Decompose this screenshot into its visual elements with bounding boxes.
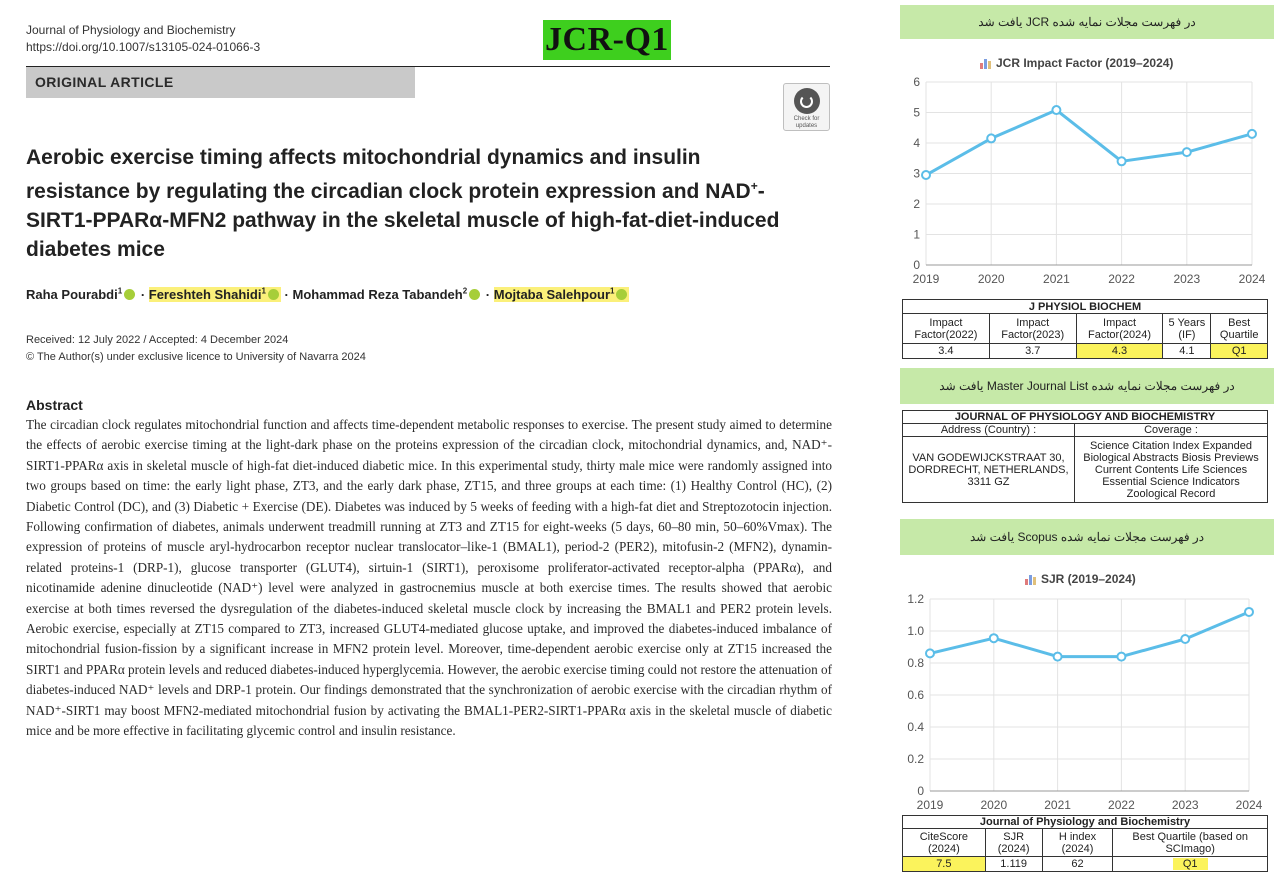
x-tick-label: 2022 bbox=[1108, 272, 1135, 286]
x-tick-label: 2021 bbox=[1044, 798, 1071, 812]
sjr-chart bbox=[900, 588, 1270, 810]
data-point bbox=[1052, 106, 1060, 114]
refresh-icon bbox=[794, 88, 820, 114]
author-list bbox=[26, 283, 629, 304]
jcr-header-if2024: Impact Factor(2024) bbox=[1076, 314, 1163, 344]
y-tick-label: 0 bbox=[913, 258, 920, 272]
scopus-header-sjr: SJR (2024) bbox=[985, 829, 1042, 857]
y-tick-label: 1 bbox=[913, 227, 920, 242]
y-tick-label: 5 bbox=[913, 105, 920, 120]
journal-name: Journal of Physiology and Biochemistry bbox=[26, 23, 236, 37]
x-tick-label: 2021 bbox=[1043, 272, 1070, 286]
y-tick-label: 2 bbox=[913, 197, 920, 211]
scopus-header-hindex: H index (2024) bbox=[1042, 829, 1113, 857]
y-tick-label: 3 bbox=[913, 166, 920, 181]
jcr-chart-title-text: JCR Impact Factor (2019–2024) bbox=[996, 56, 1174, 70]
title-part-1: Aerobic exercise timing affects mitochondrial dynamics and insulin resistance by regulating the circadian clock protein expression and NAD bbox=[26, 146, 751, 203]
y-tick-label: 4 bbox=[913, 136, 920, 150]
data-point bbox=[987, 134, 995, 142]
data-point bbox=[922, 171, 930, 179]
x-tick-label: 2020 bbox=[980, 798, 1008, 812]
x-tick-label: 2022 bbox=[1108, 798, 1135, 812]
check-updates-label: Check for updates bbox=[793, 116, 820, 129]
received-accepted: Received: 12 July 2022 / Accepted: 4 December 2024 bbox=[26, 334, 289, 346]
series-line bbox=[930, 612, 1249, 657]
orcid-icon[interactable] bbox=[124, 289, 135, 300]
scopus-value-citescore: 7.5 bbox=[903, 857, 986, 872]
y-tick-label: 0 bbox=[917, 784, 924, 798]
data-point bbox=[990, 634, 998, 642]
jcr-header-if2023: Impact Factor(2023) bbox=[989, 314, 1076, 344]
data-point bbox=[1118, 157, 1126, 165]
sjr-chart-title-text: SJR (2019–2024) bbox=[1041, 572, 1136, 586]
bar-chart-icon bbox=[1025, 574, 1036, 585]
x-tick-label: 2019 bbox=[916, 798, 944, 812]
check-for-updates-button[interactable] bbox=[783, 83, 830, 131]
data-point bbox=[1183, 148, 1191, 156]
orcid-icon[interactable] bbox=[616, 289, 627, 300]
y-tick-label: 0.2 bbox=[907, 752, 924, 766]
scopus-table-title: Journal of Physiology and Biochemistry bbox=[903, 816, 1268, 829]
article-title bbox=[26, 143, 786, 264]
abstract-body: The circadian clock regulates mitochondrial function and affects time-dependent metabolic responses to exercise. The present study aimed to determine the effects of aerobic exercise timing at the light-dark phase on the proteins expression of the circadian clock, mitochondrial dynamics, and, NAD⁺-SIRT1-PPARα axis in skeletal muscle of high-fat diet-induced diabetic mice. In this experimental study, thirty male mice were randomly assigned into two groups based on time: the early light phase, ZT3, and the early dark phase, ZT15, and three groups at each time: (1) Healthy Control (HC), (2) Diabetic Control (DC), and (3) Diabetic + Exercise (DE). Diabetes was induced by 5 weeks of feeding with a high-fat diet and Streptozotocin injection. Following confirmation of diabetes, animals underwent treadmill running at ZT3 and ZT15 for eight-weeks (5 days, 60–80 min, 50–60%Vmax). The expression of proteins of muscle aryl-hydrocarbon receptor nuclear translocator–like-1 (BMAL1), period-2 (PER2), mitofusin-2 (MFN2), dynamin-related proteins-1 (DRP-1), glucose transporter (GLUT4), sirtuin-1 (SIRT1), peroxisome proliferator-activated receptor-alpha (PPARα), and nicotinamide adenine dinucleotide (NAD⁺) level were analyzed in gastrocnemius muscle at both exercise times. The results showed that aerobic exercise at both times reversed the dysregulation of the diabetes-induced skeletal muscle clock by increasing the BMAL1 and PER2 protein levels. Aerobic exercise, especially at ZT15 compared to ZT3, increased GLUT4-mediated glucose uptake, and improved the diabetes-induced imbalance of mitochondrial fusion-fission by a significant increase in MFN2 protein level. Moreover, time-dependent aerobic exercise only at ZT15 increased the SIRT1 and PPARα protein levels and reduced diabetes-induced hyperglycemia. However, the aerobic exercise timing could not restore the attenuation of diabetes-induced NAD⁺ levels and DRP-1 protein. Our findings demonstrated that the synchronization of aerobic exercise with the circadian rhythm of NAD⁺-SIRT1 may boost MFN2-mediated mitochondrial fusion by activating the BMAL1-PER2-SIRT1-PPARα axis in the skeletal muscle of diabetic mice and be more effective in facilitating glycemic control and insulin resistance. bbox=[26, 417, 832, 739]
data-point bbox=[1181, 635, 1189, 643]
y-tick-label: 1.2 bbox=[907, 592, 924, 606]
orcid-icon[interactable] bbox=[268, 289, 279, 300]
title-superscript: + bbox=[750, 179, 758, 193]
jcr-header-5year: 5 Years (IF) bbox=[1163, 314, 1211, 344]
abstract-heading: Abstract bbox=[26, 397, 83, 413]
author-name[interactable]: Fereshteh Shahidi$^1$ bbox=[149, 287, 281, 302]
orcid-icon[interactable] bbox=[469, 289, 480, 300]
jcr-header-quartile: Best Quartile bbox=[1211, 314, 1268, 344]
data-point bbox=[926, 649, 934, 657]
scopus-header-citescore: CiteScore (2024) bbox=[903, 829, 986, 857]
scopus-quartile-text: Q1 bbox=[1173, 858, 1208, 870]
jcr-value-quartile: Q1 bbox=[1211, 344, 1268, 359]
x-tick-label: 2023 bbox=[1173, 272, 1201, 286]
data-point bbox=[1248, 130, 1256, 138]
jcr-table-title: J PHYSIOL BIOCHEM bbox=[903, 300, 1268, 314]
jcr-impact-factor-chart bbox=[900, 70, 1270, 295]
article-type-label: ORIGINAL ARTICLE bbox=[26, 67, 415, 98]
y-tick-label: 6 bbox=[913, 75, 920, 89]
y-tick-label: 0.6 bbox=[907, 688, 924, 702]
mjl-coverage-label: Coverage : bbox=[1075, 424, 1268, 437]
jcr-value-if2024: 4.3 bbox=[1076, 344, 1163, 359]
author-name[interactable]: Raha Pourabdi$^1$ bbox=[26, 287, 137, 302]
jcr-q1-badge: JCR-Q1 bbox=[543, 20, 671, 60]
y-tick-label: 0.8 bbox=[907, 656, 924, 670]
scopus-value-hindex: 62 bbox=[1042, 857, 1113, 872]
jcr-chart-title bbox=[980, 56, 1173, 70]
scopus-header-quartile: Best Quartile (based on SCImago) bbox=[1113, 829, 1268, 857]
jcr-value-if2022: 3.4 bbox=[903, 344, 990, 359]
scopus-banner: در فهرست مجلات نمایه شده Scopus یافت شد bbox=[900, 519, 1274, 555]
author-name[interactable]: Mojtaba Salehpour$^1$ bbox=[494, 287, 630, 302]
author-separator: · bbox=[482, 287, 494, 303]
x-tick-label: 2020 bbox=[977, 272, 1005, 286]
jcr-header-if2022: Impact Factor(2022) bbox=[903, 314, 990, 344]
mjl-table-title: JOURNAL OF PHYSIOLOGY AND BIOCHEMISTRY bbox=[903, 411, 1268, 424]
x-tick-label: 2024 bbox=[1235, 798, 1263, 812]
y-tick-label: 1.0 bbox=[907, 624, 924, 638]
jcr-table bbox=[902, 299, 1268, 359]
mjl-address-label: Address (Country) : bbox=[903, 424, 1075, 437]
mjl-table bbox=[902, 410, 1268, 503]
data-point bbox=[1054, 653, 1062, 661]
data-point bbox=[1117, 653, 1125, 661]
jcr-banner: در فهرست مجلات نمایه شده JCR یافت شد bbox=[900, 5, 1274, 39]
jcr-value-if2023: 3.7 bbox=[989, 344, 1076, 359]
x-tick-label: 2023 bbox=[1171, 798, 1199, 812]
scopus-value-quartile bbox=[1113, 857, 1268, 872]
x-tick-label: 2024 bbox=[1238, 272, 1266, 286]
mjl-address: VAN GODEWIJCKSTRAAT 30, DORDRECHT, NETHERLANDS, 3311 GZ bbox=[903, 437, 1075, 503]
scopus-table bbox=[902, 815, 1268, 872]
doi-link[interactable]: https://doi.org/10.1007/s13105-024-01066-3 bbox=[26, 40, 261, 54]
author-separator: · bbox=[280, 287, 293, 303]
data-point bbox=[1245, 608, 1253, 616]
mjl-banner: در فهرست مجلات نمایه شده Master Journal List یافت شد bbox=[900, 368, 1274, 404]
title-part-2: -SIRT1-PPARα-MFN2 pathway in the skeletal muscle of high-fat-diet-induced diabetes mice bbox=[26, 180, 780, 261]
x-tick-label: 2019 bbox=[912, 272, 940, 286]
author-separator: · bbox=[137, 287, 149, 303]
author-name[interactable]: Mohammad Reza Tabandeh$^2$ bbox=[292, 287, 482, 302]
y-tick-label: 0.4 bbox=[907, 720, 924, 734]
copyright-line: © The Author(s) under exclusive licence to University of Navarra 2024 bbox=[26, 351, 366, 363]
sjr-chart-title bbox=[1025, 572, 1136, 586]
scopus-value-sjr: 1.119 bbox=[985, 857, 1042, 872]
bar-chart-icon bbox=[980, 58, 991, 69]
jcr-value-5year: 4.1 bbox=[1163, 344, 1211, 359]
journal-header bbox=[26, 22, 260, 56]
publication-dates bbox=[26, 332, 366, 366]
mjl-coverage: Science Citation Index Expanded Biological Abstracts Biosis Previews Current Contents Life Sciences Essential Science Indicators Zoological Record bbox=[1075, 437, 1268, 503]
